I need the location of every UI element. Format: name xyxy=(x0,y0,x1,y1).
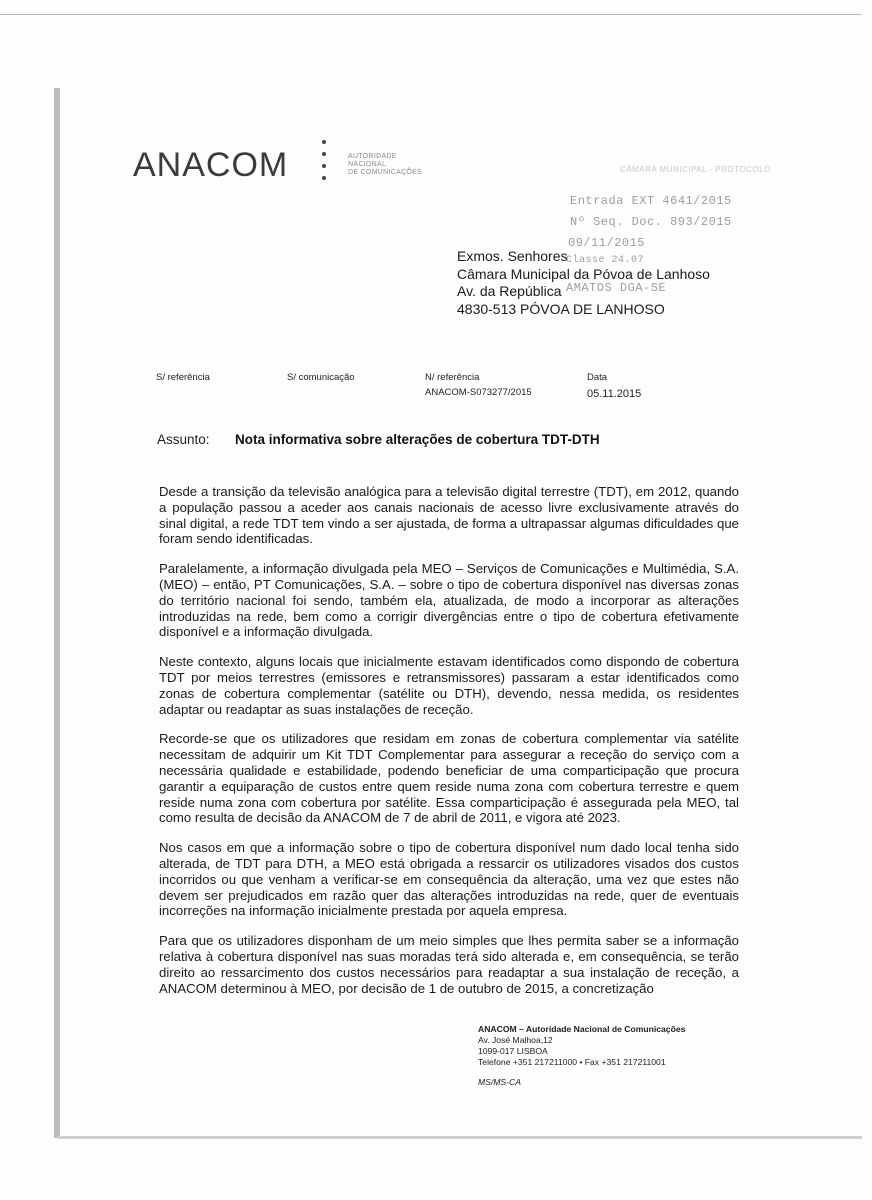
paragraph: Recorde-se que os utilizadores que residam em zonas de cobertura complementar via satélite necessitam de adquirir um Kit TDT Complementar para assegurar a receção do serviço com a necessária qualidade e estabilidade, podendo beneficiar de uma comparticipação que procura garantir a equiparação de custos entre quem reside numa zona com cobertura terrestre e quem reside numa zona com cobertura por satélite. Essa comparticipação é assegurada pela MEO, tal como resulta de decisão da ANACOM de 7 de abril de 2011, e vigora até 2023. xyxy=(159,731,739,826)
footer-city: 1099-017 LISBOA xyxy=(478,1046,548,1056)
letter-body xyxy=(159,484,739,1010)
data-value: 05.11.2015 xyxy=(587,388,642,400)
stamp-date: 09/11/2015 xyxy=(568,236,646,250)
paragraph: Nos casos em que a informação sobre o tipo de cobertura disponível num dado local tenha sido alterada, de TDT para DTH, a MEO está obrigada a ressarcir os utilizadores visados dos custos incorridos ou que venham a verificar-se em consequência da alteração, uma vez que estes não devem ser prejudicados em razão quer das alterações introduzidas na rede, quer de eventuais incorreções na informação inicialmente prestada por aquela empresa. xyxy=(159,840,739,919)
address-line-4: 4830-513 PÓVOA DE LANHOSO xyxy=(457,301,665,317)
footer-title: ANACOM – Autoridade Nacional de Comunicações xyxy=(478,1024,686,1034)
stamp-user: AMATOS DGA-SE xyxy=(566,281,667,295)
paragraph: Desde a transição da televisão analógica para a televisão digital terrestre (TDT), em 2012, quando a população passou a aceder aos canais nacionais de acesso livre exclusivamente através do sinal digital, a rede TDT tem vindo a ser ajustada, de forma a ultrapassar algumas dificuldades que foram sendo identificadas. xyxy=(159,484,739,547)
data-label: Data xyxy=(587,372,608,383)
address-line-2: Câmara Municipal da Póvoa de Lanhoso xyxy=(457,266,710,282)
address-line-1: Exmos. Senhores xyxy=(457,248,568,264)
anacom-logo-subtitle: AUTORIDADE NACIONAL DE COMUNICAÇÕES xyxy=(348,153,423,176)
paragraph: Neste contexto, alguns locais que inicialmente estavam identificados como dispondo de cobertura TDT por meios terrestres (emissores e retransmissores) passaram a estar identificados como zonas de cobertura complementar (satélite ou DTH), devendo, nessa medida, os residentes adaptar ou readaptar as suas instalações de receção. xyxy=(159,654,739,717)
footer-contact xyxy=(478,1024,685,1088)
anacom-logo-text: ANACOM xyxy=(133,146,289,184)
footer-phone: Telefone +351 217211000 • Fax +351 217211001 xyxy=(478,1057,666,1067)
n-referencia-label: N/ referência xyxy=(425,372,480,383)
stamp-seq: Nº Seq. Doc. 893/2015 xyxy=(570,215,732,229)
s-comunicacao-label: S/ comunicação xyxy=(287,372,355,383)
address-line-3: Av. da República xyxy=(457,283,562,299)
anacom-logo-dots-icon xyxy=(322,140,330,188)
assunto-label: Assunto: xyxy=(157,432,210,447)
n-referencia-value: ANACOM-S073277/2015 xyxy=(425,387,532,398)
bottom-scan-edge xyxy=(58,1136,862,1139)
stamp-entrada: Entrada EXT 4641/2015 xyxy=(570,194,732,208)
footer-code: MS/MS-CA xyxy=(478,1077,521,1087)
paragraph: Paralelamente, a informação divulgada pela MEO – Serviços de Comunicações e Multimédia, S.A. (MEO) – então, PT Comunicações, S.A. – sobre o tipo de cobertura disponível nas diversas zonas do território nacional foi sendo, também ela, atualizada, de modo a incorporar as alterações introduzidas na rede, bem como a corrigir divergências entre o tipo de cobertura efetivamente disponível e a informação divulgada. xyxy=(159,561,739,640)
faint-stamp-header: CÂMARA MUNICIPAL · PROTOCOLO xyxy=(620,165,771,174)
assunto-text: Nota informativa sobre alterações de cobertura TDT-DTH xyxy=(235,432,600,447)
s-referencia-label: S/ referência xyxy=(156,372,210,383)
stamp-classe: Classe 24.07 xyxy=(566,255,645,266)
top-scan-line xyxy=(0,14,862,15)
footer-address: Av. José Malhoa,12 xyxy=(478,1035,553,1045)
paragraph: Para que os utilizadores disponham de um meio simples que lhes permita saber se a informação relativa à cobertura disponível nas suas moradas terá sido alterada e, em consequência, se terão direito ao ressarcimento dos custos necessários para readaptar a sua instalação de receção, a ANACOM determinou à MEO, por decisão de 1 de outubro de 2015, a concretização xyxy=(159,933,739,996)
left-scan-edge xyxy=(54,88,60,1138)
